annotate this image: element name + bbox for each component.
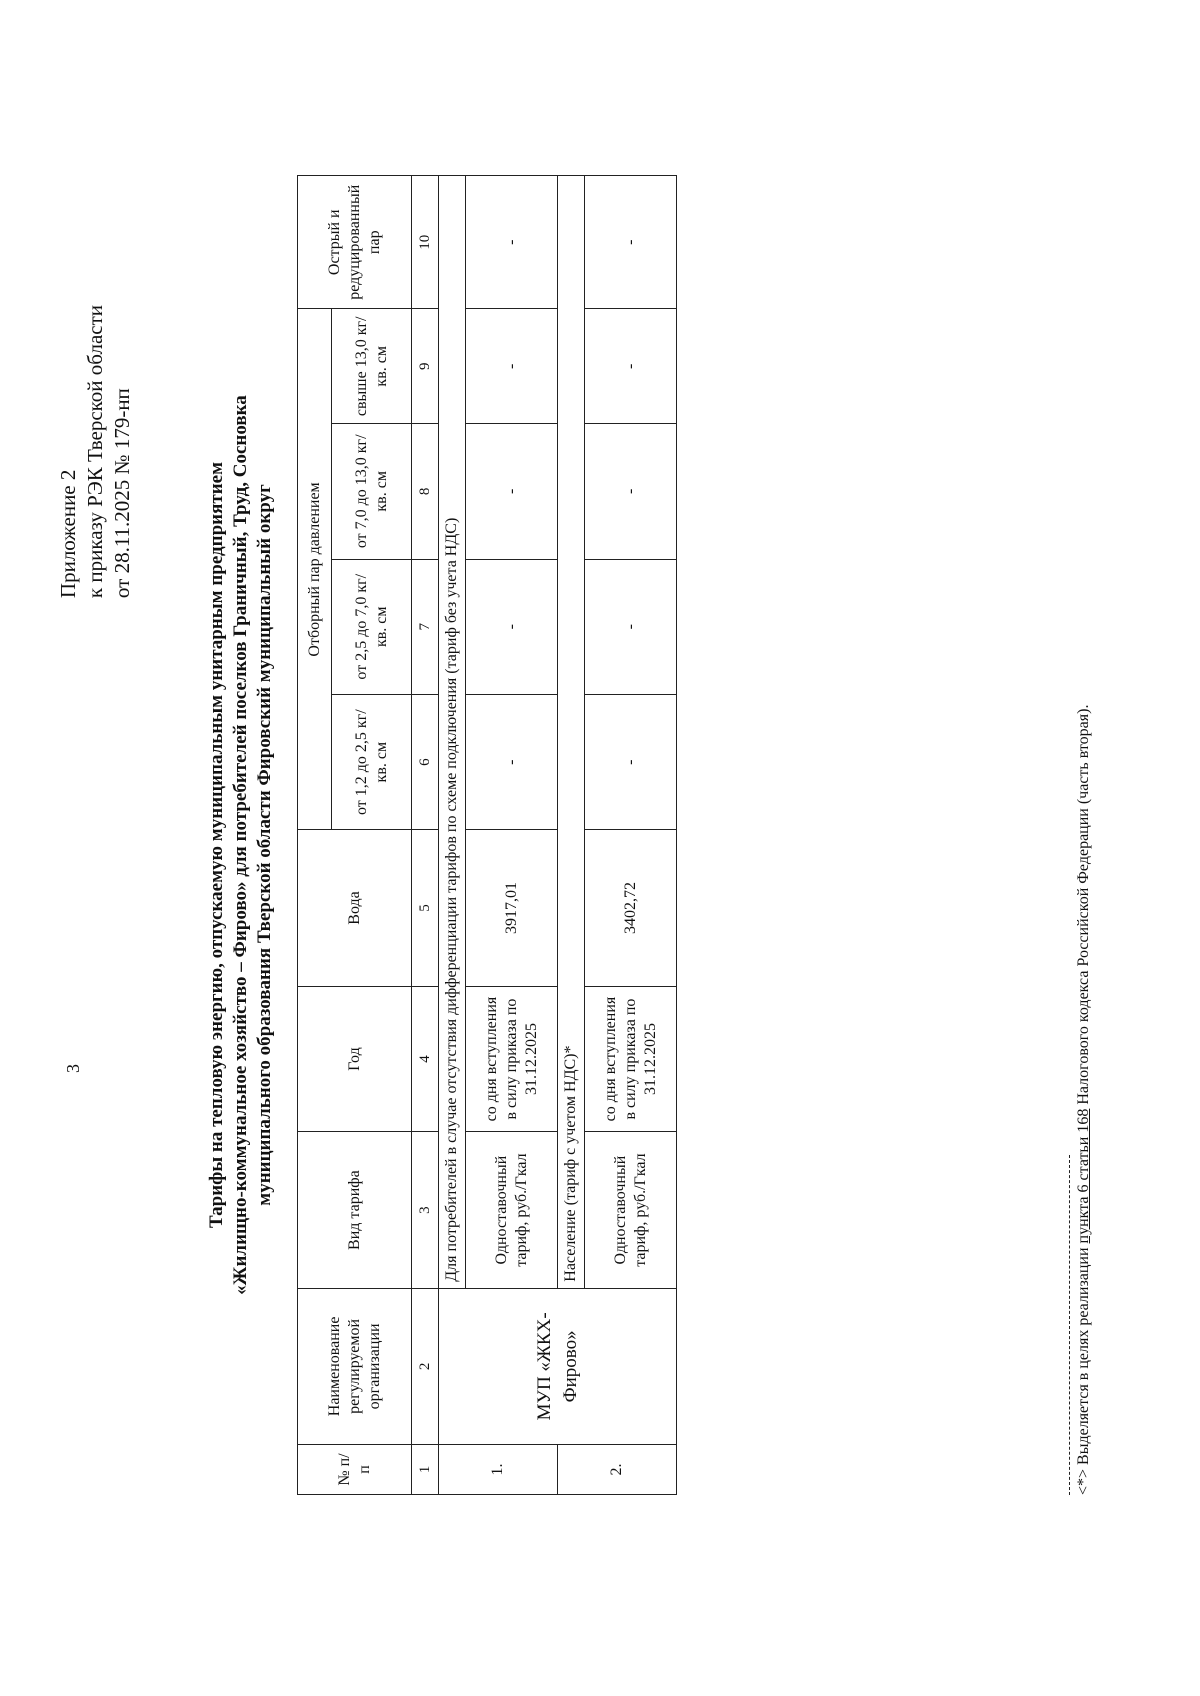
index-cell: 5 <box>412 830 439 986</box>
appendix-note <box>55 305 136 598</box>
header-tariff-type: Вид тарифа <box>298 1132 412 1288</box>
index-cell: 2 <box>412 1288 439 1444</box>
header-year: Год <box>298 986 412 1132</box>
title-line-2: «Жилищно-коммунальное хозяйство – Фирово» для потребителей поселков Граничный, Труд, Сосновка <box>230 395 251 1295</box>
index-cell: 4 <box>412 986 439 1132</box>
row-2-tariff-type: Одноставочный тариф, руб./Гкал <box>585 1132 677 1288</box>
row-1-c8: - <box>466 424 558 559</box>
index-cell: 10 <box>412 176 439 310</box>
appendix-line-2: к приказу РЭК Тверской области <box>83 305 107 599</box>
row-2-c7: - <box>585 559 677 694</box>
tariff-table <box>297 175 677 1495</box>
organization-name: МУП «ЖКХ-Фирово» <box>439 1288 677 1444</box>
index-cell: 6 <box>412 694 439 829</box>
title-line-1: Тарифы на тепловую энергию, отпускаемую муниципальным унитарным предприятием <box>206 461 227 1229</box>
row-1-c6: - <box>466 694 558 829</box>
header-steam-2: от 2,5 до 7,0 кг/кв. см <box>332 559 412 694</box>
header-steam-3: от 7,0 до 13,0 кг/кв. см <box>332 424 412 559</box>
row-2-year: со дня вступления в силу приказа по 31.12.2025 <box>585 986 677 1132</box>
footnote-legal-reference[interactable]: пункта 6 статьи 168 <box>1075 1108 1092 1244</box>
row-2-num: 2. <box>558 1445 677 1495</box>
row-1-tariff-type: Одноставочный тариф, руб./Гкал <box>466 1132 558 1288</box>
index-cell: 7 <box>412 559 439 694</box>
index-cell: 1 <box>412 1445 439 1495</box>
header-steam-group: Отборный пар давлением <box>298 309 332 830</box>
row-1-water: 3917,01 <box>466 830 558 986</box>
header-water: Вода <box>298 830 412 986</box>
header-num: № п/ п <box>298 1445 412 1495</box>
row-1-num: 1. <box>439 1445 558 1495</box>
header-steam-1: от 1,2 до 2,5 кг/кв. см <box>332 694 412 829</box>
row-1-c9: - <box>466 309 558 424</box>
row-1-c10: - <box>466 176 558 310</box>
page-number: 3 <box>63 1064 83 1073</box>
header-steam-4: свыше 13,0 кг/кв. см <box>332 309 412 424</box>
title-line-3: муниципального образования Тверской области Фировский муниципальный округ <box>254 484 275 1206</box>
rotated-page-content <box>35 85 1145 1605</box>
appendix-line-1: Приложение 2 <box>56 469 80 599</box>
row-1-section <box>439 176 466 1495</box>
footnote-divider <box>1069 1155 1070 1495</box>
row-2-c9: - <box>585 309 677 424</box>
row-1-c7: - <box>466 559 558 694</box>
row-2-c10: - <box>585 176 677 310</box>
row-2-c6: - <box>585 694 677 829</box>
index-cell: 9 <box>412 309 439 424</box>
index-row <box>412 176 439 1495</box>
document-title <box>205 345 277 1345</box>
row-2-c8: - <box>585 424 677 559</box>
index-cell: 8 <box>412 424 439 559</box>
section-2-label: Население (тариф с учетом НДС)* <box>558 176 585 1289</box>
row-2-water: 3402,72 <box>585 830 677 986</box>
footnote-suffix: Налогового кодекса Российской Федерации (часть вторая). <box>1075 704 1092 1109</box>
header-organization: Наименование регулируемой организации <box>298 1288 412 1444</box>
row-1-year: со дня вступления в силу приказа по 31.12.2025 <box>466 986 558 1132</box>
section-1-label: Для потребителей в случае отсутствия дифференциации тарифов по схеме подключения (тариф без учета НДС) <box>439 176 466 1289</box>
index-cell: 3 <box>412 1132 439 1288</box>
appendix-line-3: от 28.11.2025 № 179-нп <box>110 388 134 599</box>
header-sharp-steam: Острый и редуцированный пар <box>298 176 412 310</box>
footnote-prefix: <*> Выделяется в целях реализации <box>1075 1243 1092 1495</box>
footnote <box>1075 705 1093 1495</box>
